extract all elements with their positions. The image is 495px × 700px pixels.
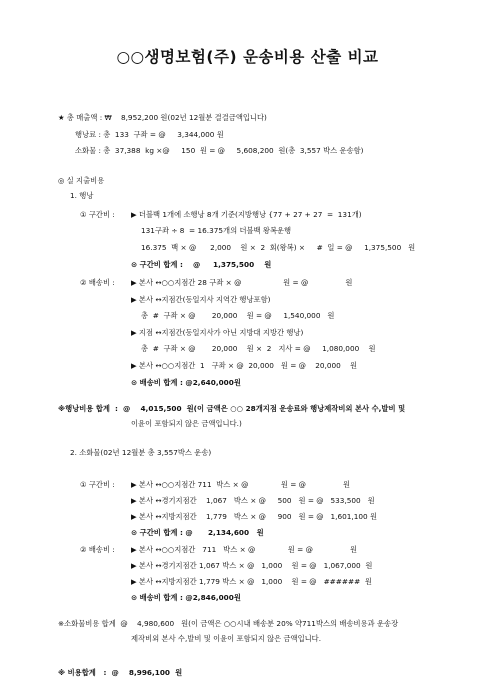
note-haengnang-total-cont: 이윤이 포함되지 않은 금액입니다.) bbox=[131, 419, 242, 428]
part2-route-line: ▶ 본사 ↔지방지점간 1,779 박스 × @ 900 원 = @ 1,601,100 원 bbox=[131, 512, 378, 521]
part1-route-label: ① 구간비 : bbox=[80, 210, 115, 219]
actual-cost-heading: ◎ 실 지출비용 bbox=[58, 176, 105, 185]
part1-delivery-line: 총 # 구좌 × @ 20,000 원 = @ 1,540,000 원 bbox=[141, 311, 335, 320]
part2-delivery-total: ⊙ 배송비 합계 : @2,846,000원 bbox=[131, 593, 241, 602]
part1-route-line: ▶ 더블백 1개에 소행낭 8개 기준(지방행낭 {77 + 27 + 27 = 131개) bbox=[131, 210, 362, 219]
part1-route-line: 16.375 백 × @ 2,000 원 × 2 회(왕복) × # 일 = @ 1,375,500 원 bbox=[141, 243, 416, 252]
part1-delivery-line: ▶ 본사 ↔○○지점간 28 구좌 × @ 원 = @ 원 bbox=[131, 278, 353, 287]
part1-heading: 1. 행낭 bbox=[70, 191, 94, 200]
part2-route-line: ▶ 본사 ↔○○지점간 711 박스 × @ 원 = @ 원 bbox=[131, 480, 351, 489]
note-sohwamul-total-cont: 제작비외 본사 수,발비 및 이윤이 포함되지 않은 금액입니다. bbox=[131, 634, 322, 643]
part1-delivery-line: 총 # 구좌 × @ 20,000 원 × 2 지사 = @ 1,080,000 원 bbox=[141, 344, 376, 353]
part1-delivery-line: ▶ 본사 ↔○○지점간 1 구좌 × @ 20,000 원 = @ 20,000 원 bbox=[131, 361, 358, 370]
part2-delivery-line: ▶ 본사 ↔○○지점간 711 박스 × @ 원 = @ 원 bbox=[131, 545, 358, 554]
part1-delivery-line: ▶ 본사 ↔지점간(동일지사 지역간 행낭포함) bbox=[131, 295, 271, 304]
part1-delivery-total: ⊙ 배송비 합계 : @2,640,000원 bbox=[131, 378, 241, 387]
part1-delivery-label: ② 배송비 : bbox=[80, 278, 115, 287]
part2-route-total: ⊙ 구간비 합계 : @ 2,134,600 원 bbox=[131, 528, 264, 537]
part2-heading: 2. 소화물(02년 12월분 총 3,557박스 운송) bbox=[70, 448, 212, 457]
part1-route-line: 131구좌 ÷ 8 = 16.375개의 더블백 왕복운행 bbox=[141, 226, 292, 235]
part2-delivery-label: ② 배송비 : bbox=[80, 545, 115, 554]
part2-route-label: ① 구간비 : bbox=[80, 480, 115, 489]
part2-delivery-line: ▶ 본사 ↔경기지점간 1,067 박스 × @ 1,000 원 = @ 1,067,000 원 bbox=[131, 561, 373, 570]
part2-delivery-line: ▶ 본사 ↔지방지점간 1,779 박스 × @ 1,000 원 = @ ###### 원 bbox=[131, 577, 372, 586]
page-title: ○○생명보험(주) 운송비용 산출 비교 bbox=[116, 48, 379, 66]
summary-haengnang-fee: 행낭료 : 총 133 구좌 = @ 3,344,000 원 bbox=[75, 130, 224, 139]
summary-total-sales: ★ 총 매출액 : ₩ 8,952,200 원(02년 12월분 결결금액입니다) bbox=[58, 113, 267, 122]
part1-route-total: ⊙ 구간비 합계 : @ 1,375,500 원 bbox=[131, 260, 272, 269]
summary-sohwamul-fee: 소화물 : 총 37,388 kg ×@ 150 원 = @ 5,608,200 원(총 3,557 박스 운송함) bbox=[75, 146, 364, 155]
note-haengnang-total: ※행낭비용 합계 : @ 4,015,500 원(이 금액은 ○○ 28개지점 운송료와 행낭제작비외 본사 수,발비 및 bbox=[58, 404, 406, 413]
grand-total: ※ 비용합계 : @ 8,996,100 원 bbox=[58, 668, 183, 677]
note-sohwamul-total: ※소화물비용 합계 @ 4,980,600 원(이 금액은 ○○시내 배송분 20% 약711박스의 배송비용과 운송장 bbox=[58, 619, 399, 628]
part2-route-line: ▶ 본사 ↔경기지점간 1,067 박스 × @ 500 원 = @ 533,500 원 bbox=[131, 496, 375, 505]
part1-delivery-line: ▶ 지점 ↔지점간(동일지사가 아닌 지방대 지방간 행낭) bbox=[131, 328, 304, 337]
